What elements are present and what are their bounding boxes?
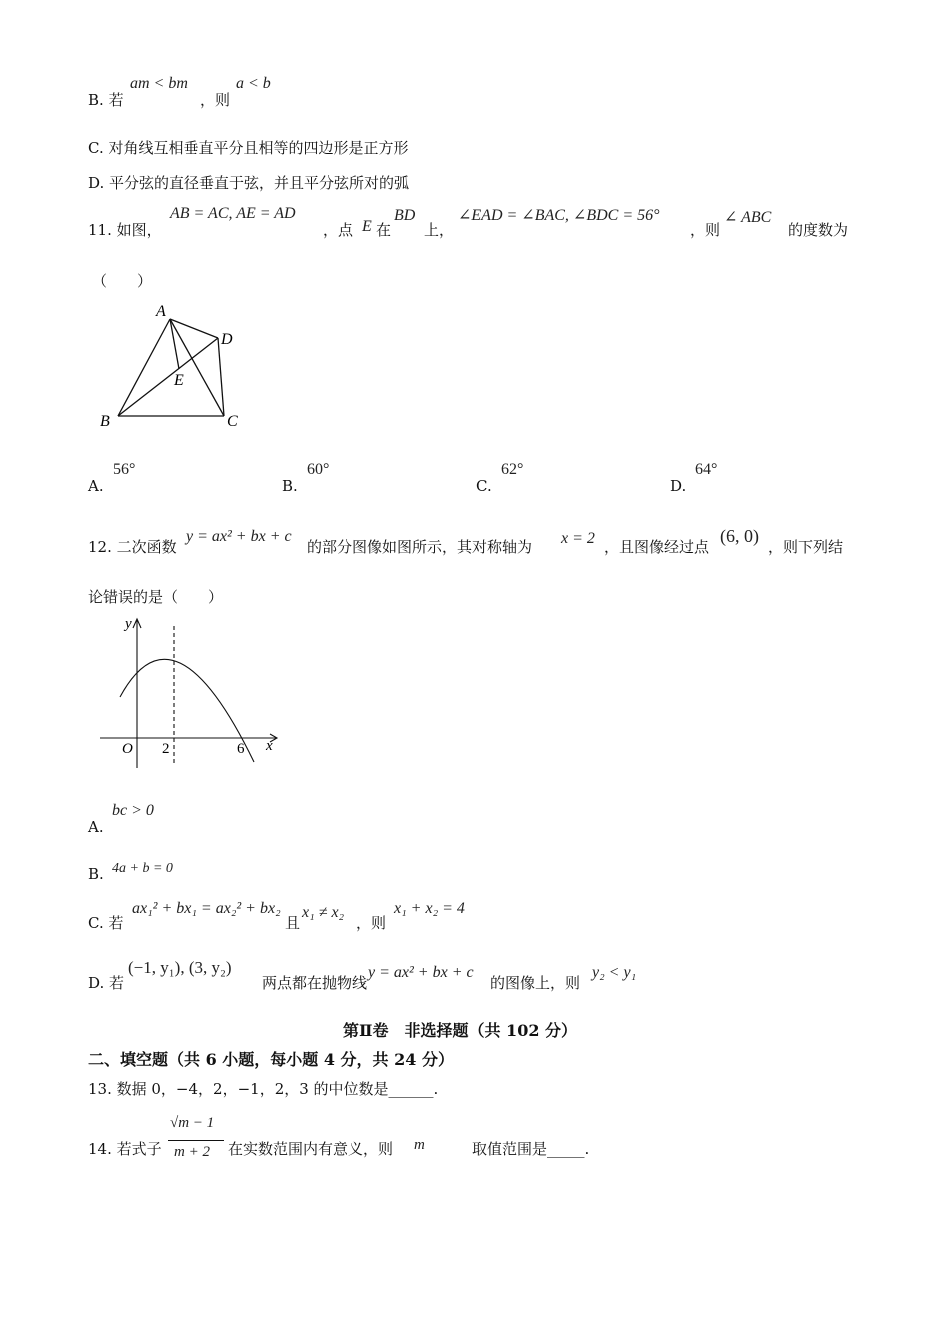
q11-triangle-figure (96, 300, 256, 435)
q11-text-5: ，则 (690, 221, 721, 239)
q14-number: 14. 若式子 (88, 1140, 162, 1158)
q10-option-b-then: ，则 (200, 91, 231, 109)
q11-option-b-label: B. (282, 477, 298, 495)
q11-option-c-value: 62° (501, 461, 524, 478)
q12-option-d-expr2: y = ax² + bx + c (368, 964, 474, 981)
q12-option-d: D. 若 (88, 974, 125, 992)
q11-option-b-value: 60° (307, 461, 330, 478)
q11-point-e: E (362, 218, 372, 235)
q13-text: 13. 数据 0，−4，2，−1，2，3 的中位数是______. (88, 1080, 439, 1098)
q12-option-d-text-2: 两点都在抛物线 (262, 974, 368, 992)
q11-option-d-label: D. (670, 477, 687, 495)
q12-text-4: ，则下列结 (768, 538, 844, 556)
q12-option-c-and: 且 (285, 914, 301, 932)
q11-answer-paren: （ ） (92, 272, 153, 290)
q14-variable-m: m (414, 1137, 425, 1153)
q12-option-b-expr: 4a + b = 0 (112, 861, 173, 876)
q12-axis: x = 2 (561, 530, 595, 547)
q11-text-3: 在 (376, 221, 392, 239)
q12-option-c: C. 若 (88, 914, 124, 932)
q12-origin-label: O (122, 741, 133, 757)
part2-title: 第Ⅱ卷 非选择题（共 102 分） (343, 1021, 578, 1040)
q12-x-label: x (266, 738, 273, 754)
section-fill-in-title: 二、填空题（共 6 小题，每小题 4 分，共 24 分） (88, 1050, 454, 1069)
q12-option-b-label: B. (88, 865, 104, 883)
q10-option-b-expr2: a < b (236, 75, 271, 92)
q11-angle-abc: ∠ ABC (724, 209, 772, 226)
q12-tick-2: 2 (162, 741, 170, 757)
q12-tick-6: 6 (237, 741, 245, 757)
q11-option-a-label: A. (88, 477, 104, 495)
q12-option-d-points: (−1, y₁), (3, y₂) (128, 958, 232, 977)
q14-numerator: √m − 1 (170, 1115, 215, 1131)
q12-parabola-graph (96, 612, 286, 772)
q11-text-6: 的度数为 (788, 221, 849, 239)
q12-option-c-expr1: ax₁² + bx₁ = ax₂² + bx₂ (132, 900, 281, 917)
q14-fraction-bar (168, 1140, 224, 1141)
q12-line-2: 论错误的是（ ） (88, 588, 224, 606)
q12-point: (6, 0) (720, 526, 759, 546)
q12-option-a-label: A. (88, 818, 104, 836)
q14-text-3: 取值范围是_____. (472, 1140, 590, 1158)
q11-text-2: ，点 (323, 221, 354, 239)
q11-option-a-value: 56° (113, 461, 136, 478)
q12-option-d-text-3: 的图像上，则 (490, 974, 581, 992)
q11-segment-bd: BD (394, 207, 416, 224)
q10-option-b: B. 若 (88, 91, 124, 109)
q11-option-c-label: C. (476, 477, 492, 495)
q11-label-e: E (174, 372, 184, 389)
q12-option-c-then: ，则 (356, 914, 387, 932)
q12-function: y = ax² + bx + c (186, 528, 292, 545)
q12-text-2: 的部分图像如图所示，其对称轴为 (307, 538, 533, 556)
q11-label-c: C (227, 413, 238, 430)
q10-option-b-expr1: am < bm (130, 75, 188, 92)
q12-y-label: y (125, 616, 132, 632)
q12-option-c-expr2: x₁ ≠ x₂ (302, 904, 345, 921)
q10-option-c: C. 对角线互相垂直平分且相等的四边形是正方形 (88, 139, 409, 157)
q12-text-3: ，且图像经过点 (604, 538, 710, 556)
q11-number: 11. 如图， (88, 221, 162, 239)
q12-option-c-expr3: x₁ + x₂ = 4 (394, 900, 465, 917)
q11-label-b: B (100, 413, 110, 430)
q11-label-d: D (221, 331, 233, 348)
q11-condition-2: ∠EAD = ∠BAC, ∠BDC = 56° (458, 207, 660, 224)
q14-text-2: 在实数范围内有意义，则 (228, 1140, 394, 1158)
q11-label-a: A (156, 303, 166, 320)
q11-option-d-value: 64° (695, 461, 718, 478)
q14-denominator: m + 2 (174, 1144, 210, 1160)
q12-option-d-expr3: y₂ < y₁ (592, 964, 637, 981)
q11-condition-1: AB = AC, AE = AD (170, 205, 296, 222)
q12-option-a-expr: bc > 0 (112, 802, 154, 819)
q10-option-d: D. 平分弦的直径垂直于弦，并且平分弦所对的弧 (88, 174, 410, 192)
q11-text-4: 上， (424, 221, 455, 239)
q12-number: 12. 二次函数 (88, 538, 177, 556)
